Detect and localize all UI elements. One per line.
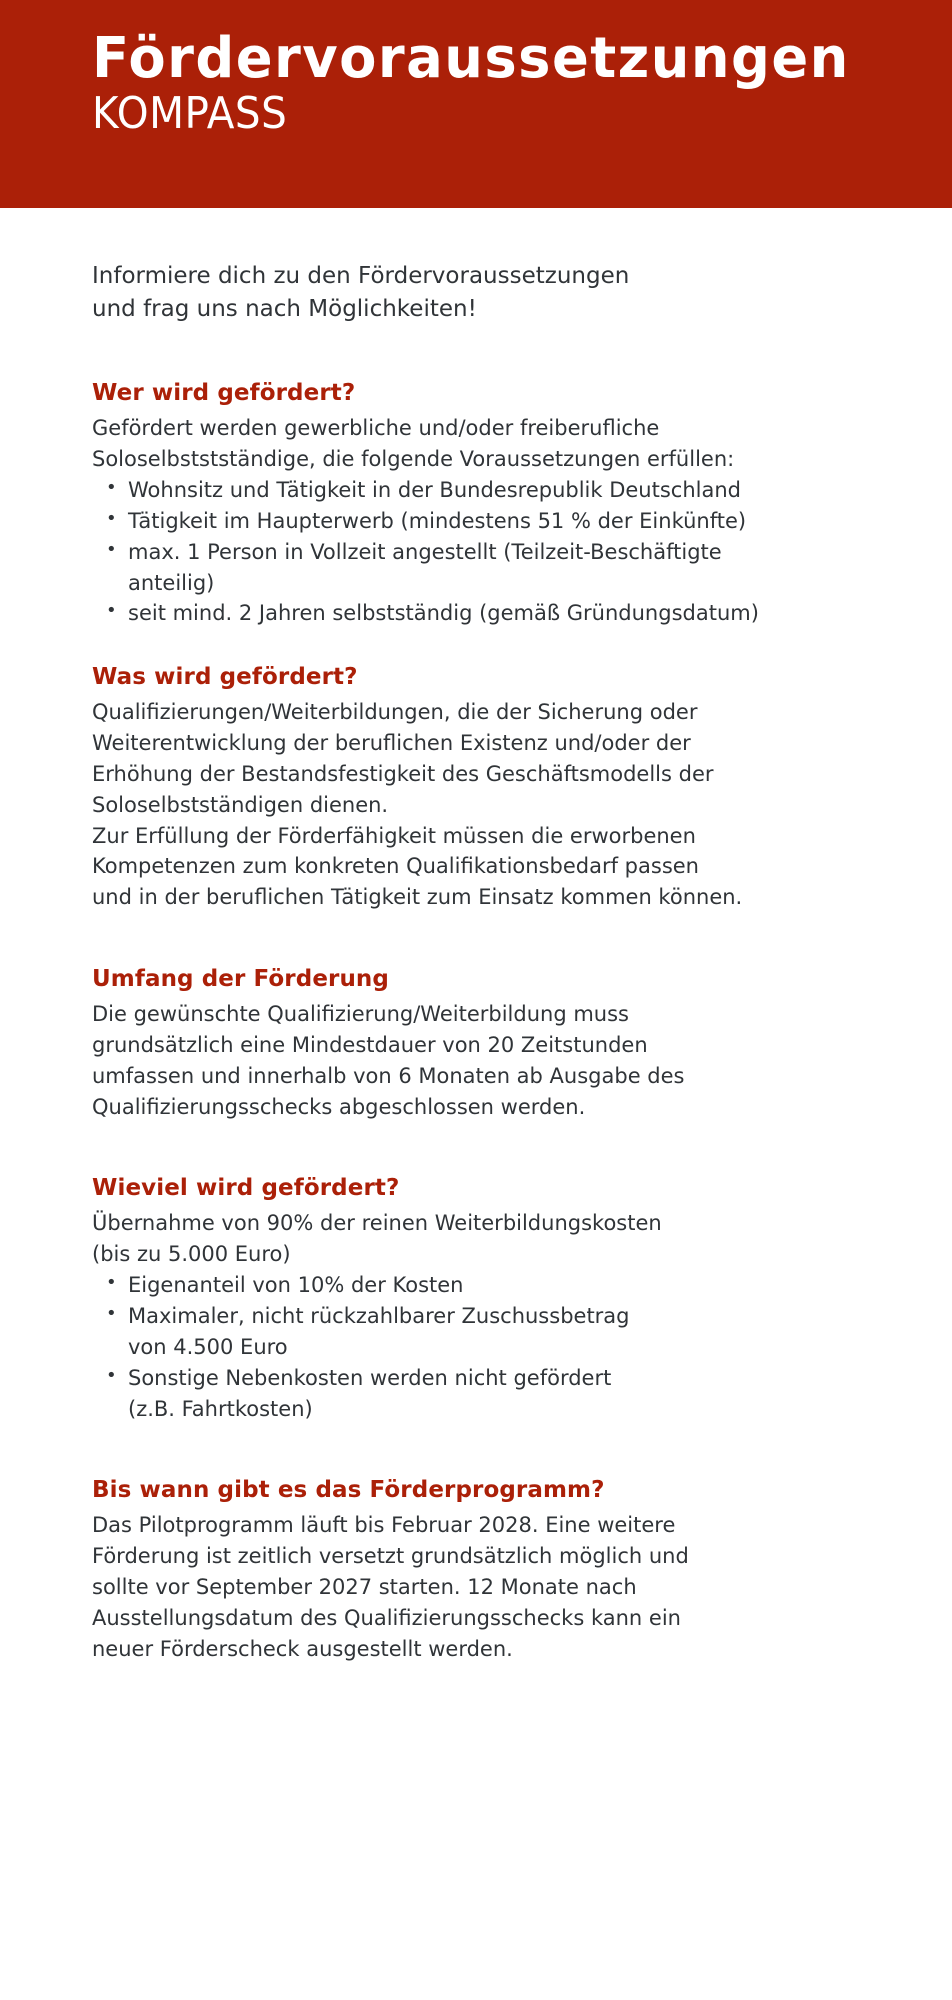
section-wer-wird-gefoerdert [92, 379, 892, 629]
paragraph-line: Soloselbststständige, die folgende Voraussetzungen erfüllen: [92, 447, 735, 472]
paragraph-line: Soloselbstständigen dienen. [92, 792, 389, 817]
list-item [92, 1270, 892, 1301]
paragraph-line: und in der beruflichen Tätigkeit zum Einsatz kommen können. [92, 885, 743, 910]
section-heading: Wer wird gefördert? [92, 380, 356, 407]
list-item-line: • Maximaler, nicht rückzahlbarer Zuschussbetrag [128, 1303, 630, 1328]
section-heading: Bis wann gibt es das Förderprogramm? [92, 1477, 605, 1504]
section-wieviel-wird-gefoerdert [92, 1174, 892, 1424]
list-item-line: • Wohnsitz und Tätigkeit in der Bundesrepublik Deutschland [128, 477, 741, 502]
list-item-line: • max. 1 Person in Vollzeit angestellt (Teilzeit-Beschäftigte [128, 539, 722, 564]
section-paragraph [92, 1208, 892, 1270]
paragraph-line: grundsätzlich eine Mindestdauer von 20 Zeitstunden [92, 1032, 648, 1057]
list-item [92, 506, 892, 537]
paragraph-line: sollte vor September 2027 starten. 12 Monate nach [92, 1574, 637, 1599]
intro-line: und frag uns nach Möglichkeiten! [92, 295, 477, 322]
section-umfang-der-foerderung [92, 965, 892, 1122]
paragraph-line: Übernahme von 90% der reinen Weiterbildungskosten [92, 1211, 662, 1236]
section-heading: Wieviel wird gefördert? [92, 1175, 400, 1202]
program-name: KOMPASS [92, 88, 288, 140]
section-heading: Umfang der Förderung [92, 966, 389, 993]
paragraph-line: Qualifizierungsschecks abgeschlossen werden. [92, 1094, 586, 1119]
list-item [92, 1301, 892, 1363]
paragraph-line: Gefördert werden gewerbliche und/oder freiberufliche [92, 416, 660, 441]
paragraph-line: Qualifizierungen/Weiterbildungen, die der Sicherung oder [92, 700, 698, 725]
paragraph-line: Das Pilotprogramm läuft bis Februar 2028. Eine weitere [92, 1513, 676, 1538]
list-item-line: • Eigenanteil von 10% der Kosten [128, 1273, 464, 1298]
paragraph-line: Zur Erfüllung der Förderfähigkeit müssen die erworbenen [92, 823, 696, 848]
paragraph-line: (bis zu 5.000 Euro) [92, 1242, 291, 1267]
section-heading: Was wird gefördert? [92, 664, 358, 691]
paragraph-line: umfassen und innerhalb von 6 Monaten ab Ausgabe des [92, 1063, 685, 1088]
section-bis-wann-foerderprogramm [92, 1476, 892, 1664]
intro-paragraph [92, 260, 812, 325]
section-paragraph [92, 697, 892, 913]
intro-line: Informiere dich zu den Fördervoraussetzungen [92, 263, 630, 289]
list-item-line: (z.B. Fahrtkosten) [128, 1396, 313, 1421]
list-item-line: • Tätigkeit im Haupterwerb (mindestens 51 % der Einkünfte) [128, 508, 747, 533]
section-paragraph [92, 1510, 892, 1664]
header-banner [0, 0, 952, 208]
bullet-list [92, 475, 892, 629]
paragraph-line: Die gewünschte Qualifizierung/Weiterbildung muss [92, 1002, 629, 1027]
list-item-line: anteilig) [128, 570, 215, 595]
list-item-line: • Sonstige Nebenkosten werden nicht gefördert [128, 1365, 612, 1390]
page-title: Fördervoraussetzungen [92, 26, 850, 91]
paragraph-line: Erhöhung der Bestandsfestigkeit des Geschäftsmodells der [92, 761, 714, 786]
section-was-wird-gefoerdert [92, 663, 892, 913]
list-item [92, 598, 892, 629]
list-item [92, 537, 892, 599]
paragraph-line: Ausstellungsdatum des Qualifizierungsschecks kann ein [92, 1605, 681, 1630]
list-item-line: • seit mind. 2 Jahren selbstständig (gemäß Gründungsdatum) [128, 601, 759, 626]
paragraph-line: Förderung ist zeitlich versetzt grundsätzlich möglich und [92, 1544, 689, 1569]
list-item [92, 475, 892, 506]
list-item-line: von 4.500 Euro [128, 1334, 288, 1359]
section-paragraph [92, 413, 892, 475]
bullet-list [92, 1270, 892, 1424]
paragraph-line: Weiterentwicklung der beruflichen Existenz und/oder der [92, 730, 691, 755]
paragraph-line: Kompetenzen zum konkreten Qualifikationsbedarf passen [92, 854, 699, 879]
main-content [0, 208, 952, 1739]
section-paragraph [92, 999, 892, 1122]
list-item [92, 1363, 892, 1425]
paragraph-line: neuer Förderscheck ausgestellt werden. [92, 1636, 513, 1661]
